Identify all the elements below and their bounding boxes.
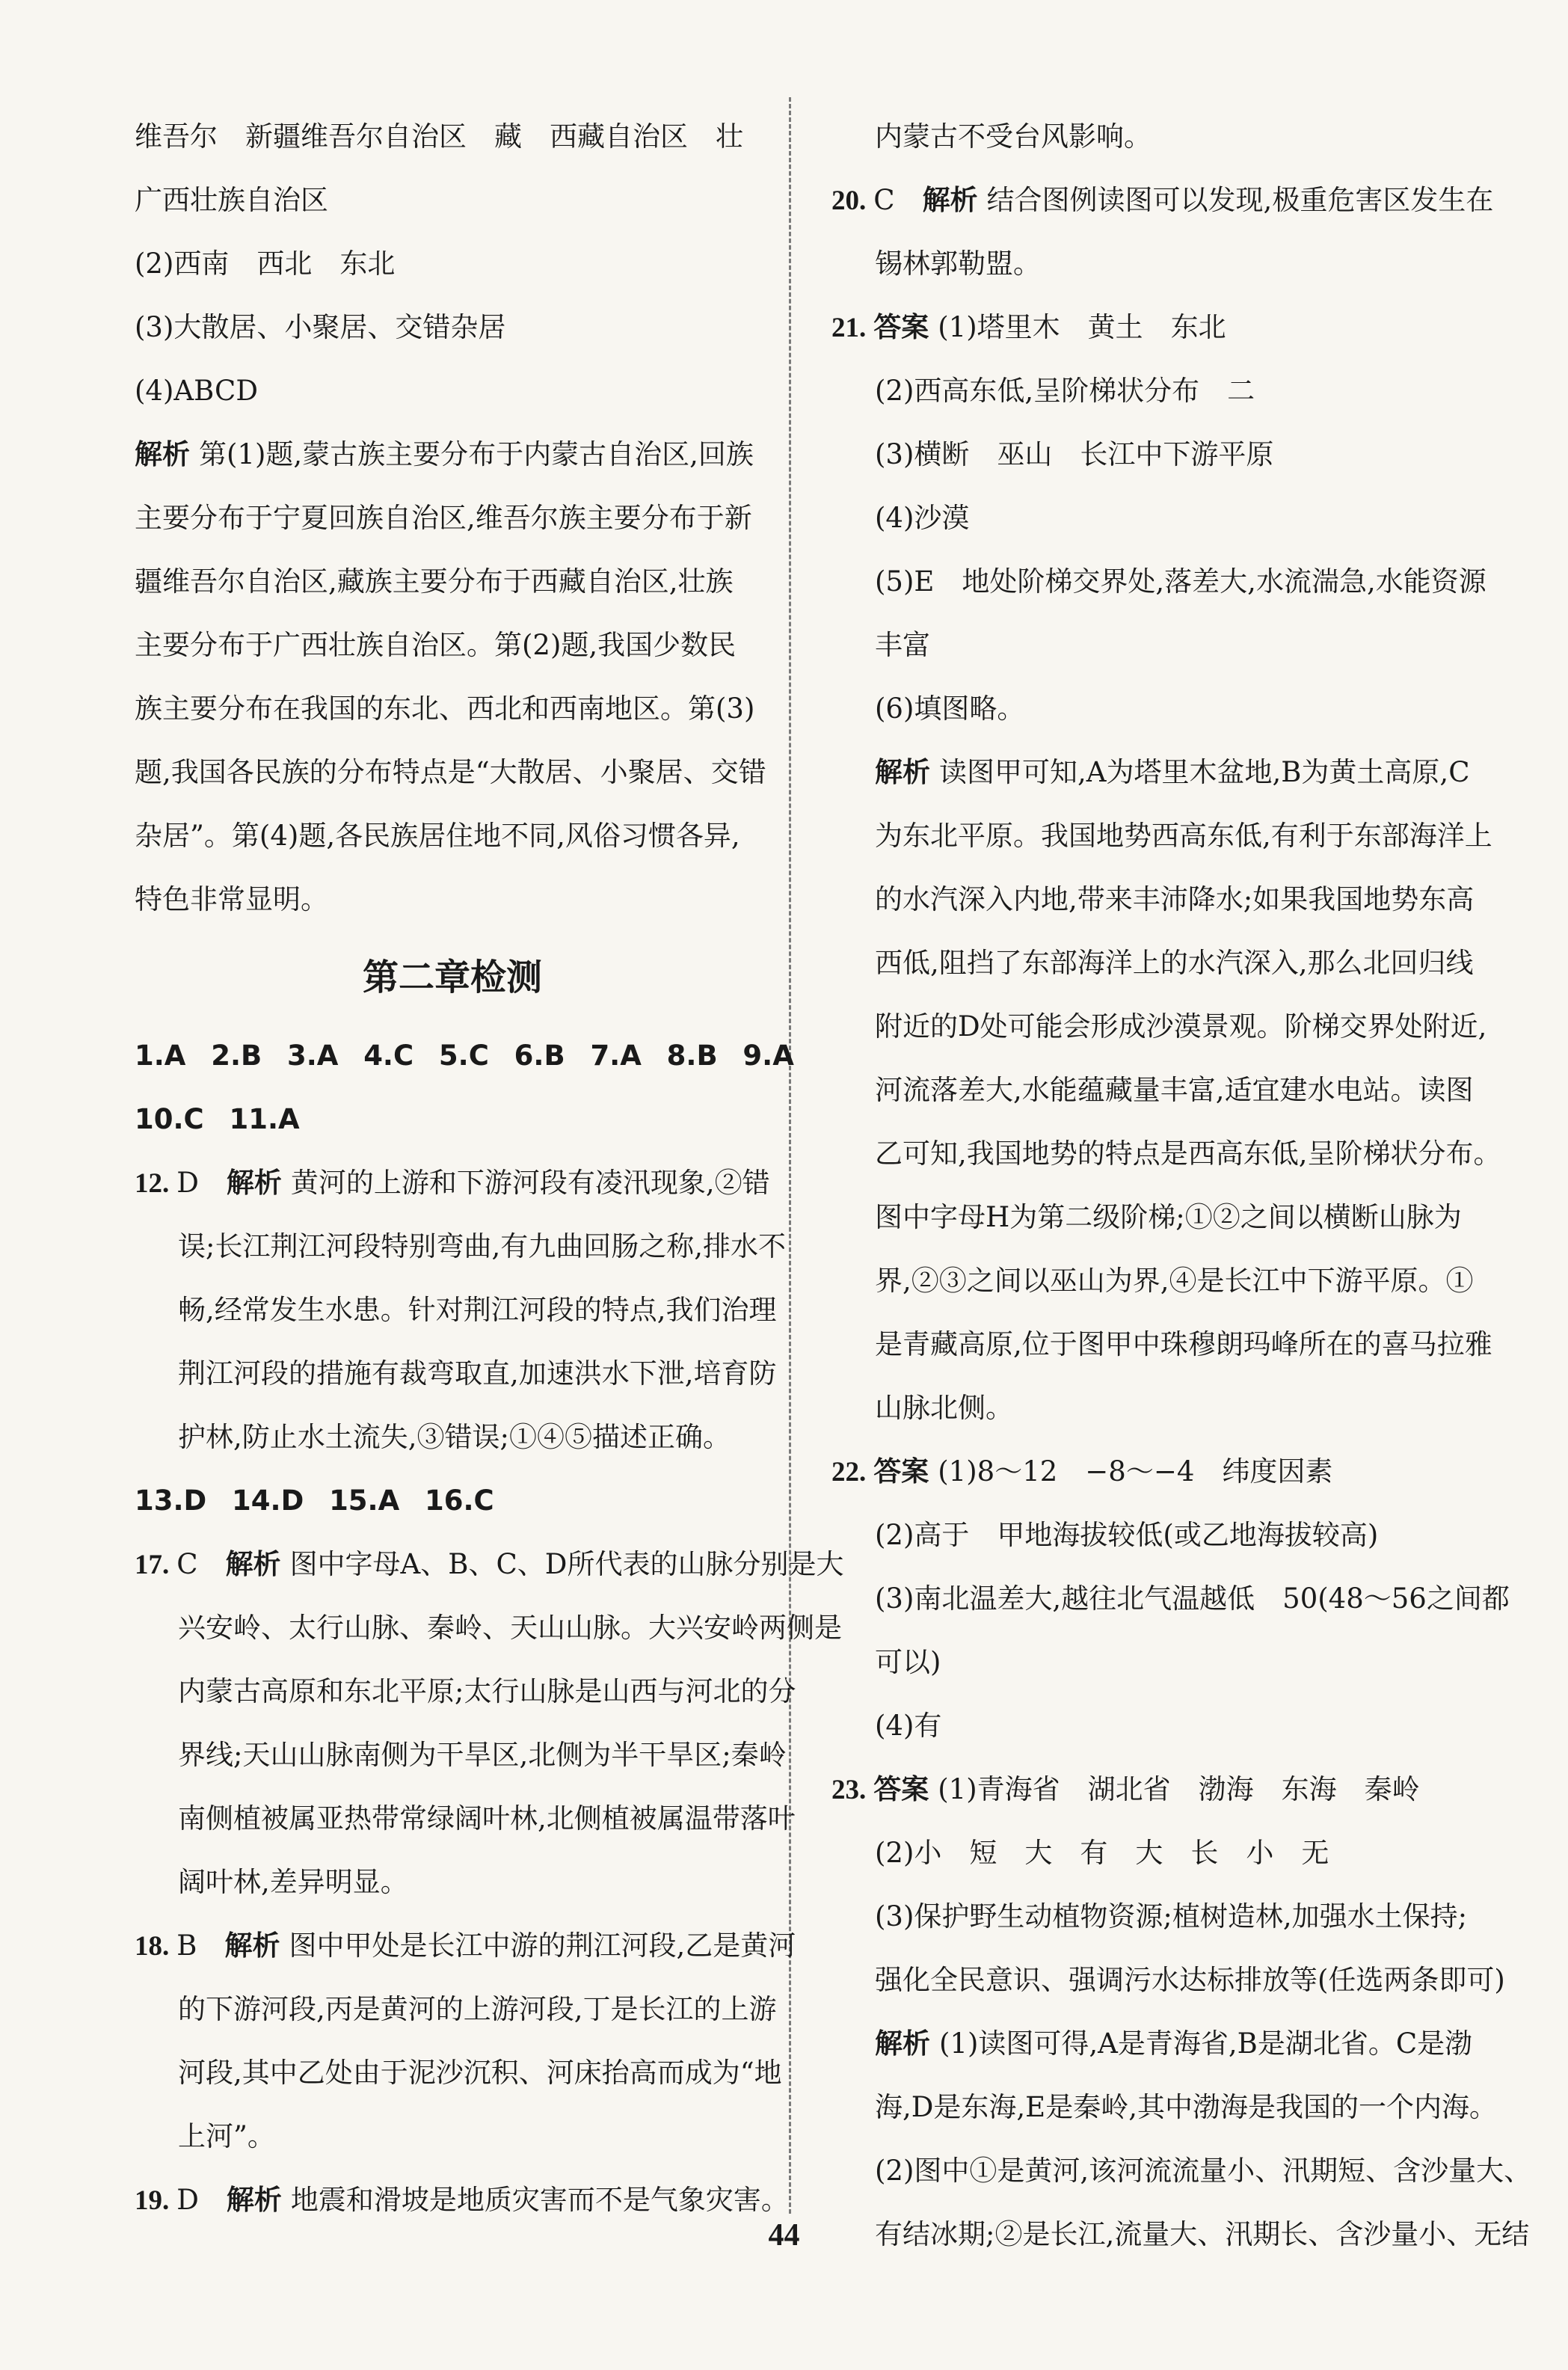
answer-line: (6)填图略。 — [875, 693, 1025, 725]
analysis-line: 河段,其中乙处由于泥沙沉积、河床抬高而成为“地 — [178, 2057, 782, 2089]
analysis-text: 黄河的上游和下游河段有凌汛现象,②错 — [290, 1167, 770, 1199]
analysis-line: 题,我国各民族的分布特点是“大散居、小聚居、交错 — [135, 756, 766, 788]
mc-answer: 9.A — [743, 1040, 794, 1072]
analysis-first-line — [135, 423, 770, 486]
answer-text: (1)8～12 −8～−4 纬度因素 — [938, 1455, 1333, 1488]
question-number: 18. — [135, 1931, 170, 1962]
analysis-line: 是青藏高原,位于图甲中珠穆朗玛峰所在的喜马拉雅 — [875, 1328, 1492, 1360]
answer-text: (1)塔里木 黄土 东北 — [938, 311, 1226, 343]
answer-text: (1)青海省 湖北省 渤海 东海 秦岭 — [938, 1773, 1420, 1805]
analysis-text: (1)读图可得,A是青海省,B是湖北省。C是渤 — [939, 2027, 1473, 2060]
mc-answers-row3 — [135, 1469, 770, 1532]
analysis-line: 乙可知,我国地势的特点是西高东低,呈阶梯状分布。 — [875, 1138, 1501, 1170]
analysis-line: 河流落差大,水能蕴藏量丰富,适宜建水电站。读图 — [875, 1074, 1474, 1106]
analysis-label: 解析 — [875, 2027, 930, 2060]
q21-first-line — [831, 295, 1488, 359]
q17-first-line — [135, 1532, 844, 1596]
mc-answer: 15.A — [329, 1485, 400, 1517]
analysis-line: 西低,阻挡了东部海洋上的水汽深入,那么北回归线 — [875, 947, 1474, 979]
analysis-first-line — [831, 2012, 1488, 2075]
text-line: 维吾尔 新疆维吾尔自治区 藏 西藏自治区 壮 — [135, 120, 743, 153]
analysis-text: 地震和滑坡是地质灾害而不是气象灾害。 — [290, 2184, 789, 2216]
mc-answer: 7.A — [590, 1040, 642, 1072]
question-answer: C — [176, 1548, 198, 1580]
analysis-line: 附近的D处可能会形成沙漠景观。阶梯交界处附近, — [875, 1010, 1487, 1043]
q22-first-line — [831, 1440, 1488, 1503]
mc-answer: 6.B — [514, 1040, 565, 1072]
answer-label: 答案 — [873, 311, 929, 343]
analysis-line: 族主要分布在我国的东北、西北和西南地区。第(3) — [135, 693, 755, 725]
q12-first-line — [135, 1151, 770, 1215]
answer-line: 可以) — [875, 1646, 941, 1678]
right-column — [831, 105, 1532, 2266]
question-number: 23. — [831, 1775, 867, 1805]
analysis-line: 兴安岭、太行山脉、秦岭、天山山脉。大兴安岭两侧是 — [178, 1612, 842, 1644]
answer-line: (3)南北温差大,越往北气温越低 50(48～56之间都 — [875, 1582, 1510, 1615]
mc-answers-row2 — [135, 1087, 770, 1151]
analysis-line: 的下游河段,丙是黄河的上游河段,丁是长江的上游 — [178, 1993, 777, 2025]
analysis-text: 读图甲可知,A为塔里木盆地,B为黄土高原,C — [939, 756, 1470, 788]
analysis-label: 解析 — [226, 2184, 282, 2216]
analysis-text: 结合图例读图可以发现,极重危害区发生在 — [986, 184, 1494, 216]
analysis-line: 误;长江荆江河段特别弯曲,有九曲回肠之称,排水不 — [178, 1230, 786, 1262]
mc-answer: 13.D — [135, 1485, 207, 1517]
q23-first-line — [831, 1757, 1488, 1821]
analysis-line: 南侧植被属亚热带常绿阔叶林,北侧植被属温带落叶 — [178, 1802, 796, 1835]
answer-label: 答案 — [873, 1773, 929, 1805]
answer-line: (3)横断 巫山 长江中下游平原 — [875, 438, 1274, 470]
answer-line: (3)保护野生动植物资源;植树造林,加强水土保持; — [875, 1900, 1468, 1932]
mc-answers-row1 — [135, 1024, 794, 1087]
analysis-line: 杂居”。第(4)题,各民族居住地不同,风俗习惯各异, — [135, 820, 740, 852]
question-answer: C — [873, 184, 895, 216]
analysis-line: 主要分布于广西壮族自治区。第(2)题,我国少数民 — [135, 629, 737, 661]
mc-answer: 1.A — [135, 1040, 186, 1072]
mc-answer: 10.C — [135, 1103, 204, 1135]
answer-line: (2)小 短 大 有 大 长 小 无 — [875, 1837, 1329, 1869]
analysis-label: 解析 — [135, 438, 190, 470]
question-answer: B — [176, 1930, 197, 1962]
q20-first-line — [831, 168, 1494, 232]
analysis-line: 山脉北侧。 — [875, 1392, 1013, 1424]
column-divider — [789, 97, 791, 2214]
analysis-label: 解析 — [224, 1930, 280, 1962]
mc-answer: 8.B — [666, 1040, 718, 1072]
analysis-label: 解析 — [875, 756, 930, 788]
mc-answer: 3.A — [286, 1040, 339, 1072]
analysis-line: 主要分布于宁夏回族自治区,维吾尔族主要分布于新 — [135, 502, 752, 534]
mc-answer: 2.B — [211, 1040, 262, 1072]
analysis-line: (2)图中①是黄河,该河流流量小、汛期短、含沙量大、 — [875, 2155, 1532, 2187]
analysis-line: 疆维吾尔自治区,藏族主要分布于西藏自治区,壮族 — [135, 565, 734, 598]
analysis-line: 锡林郭勒盟。 — [875, 248, 1041, 280]
question-number: 19. — [135, 2185, 170, 2216]
text-line: 内蒙古不受台风影响。 — [875, 120, 1152, 153]
analysis-line: 的水汽深入内地,带来丰沛降水;如果我国地势东高 — [875, 883, 1475, 915]
analysis-first-line — [831, 740, 1488, 804]
q18-first-line — [135, 1914, 796, 1977]
analysis-line: 上河”。 — [178, 2120, 275, 2152]
answer-line: (4)沙漠 — [875, 502, 970, 534]
answer-label: 答案 — [873, 1455, 929, 1488]
text-line: (3)大散居、小聚居、交错杂居 — [135, 311, 506, 343]
analysis-line: 有结冰期;②是长江,流量大、汛期长、含沙量小、无结 — [875, 2218, 1530, 2250]
answer-line: (4)有 — [875, 1710, 942, 1742]
question-number: 21. — [831, 313, 867, 343]
analysis-line: 为东北平原。我国地势西高东低,有利于东部海洋上 — [875, 820, 1492, 852]
analysis-text: 第(1)题,蒙古族主要分布于内蒙古自治区,回族 — [199, 438, 754, 470]
analysis-line: 畅,经常发生水患。针对荆江河段的特点,我们治理 — [178, 1294, 777, 1326]
analysis-line: 荆江河段的措施有裁弯取直,加速洪水下泄,培育防 — [178, 1357, 777, 1390]
mc-answer: 11.A — [229, 1103, 300, 1135]
analysis-line: 海,D是东海,E是秦岭,其中渤海是我国的一个内海。 — [875, 2091, 1497, 2123]
analysis-line: 阔叶林,差异明显。 — [178, 1866, 408, 1898]
analysis-label: 解析 — [922, 184, 978, 216]
mc-answer: 16.C — [425, 1485, 494, 1517]
chapter-title: 第二章检测 — [362, 957, 542, 998]
analysis-line: 图中字母H为第二级阶梯;①②之间以横断山脉为 — [875, 1201, 1462, 1233]
mc-answer: 5.C — [438, 1040, 489, 1072]
analysis-line: 特色非常显明。 — [135, 883, 328, 915]
analysis-line: 界线;天山山脉南侧为干旱区,北侧为半干旱区;秦岭 — [178, 1739, 787, 1771]
answer-line: (5)E 地处阶梯交界处,落差大,水流湍急,水能资源 — [875, 565, 1486, 598]
analysis-label: 解析 — [225, 1548, 281, 1580]
question-number: 22. — [831, 1457, 867, 1488]
answer-line: (2)西高东低,呈阶梯状分布 二 — [875, 375, 1255, 407]
analysis-text: 图中字母A、B、C、D所代表的山脉分别是大 — [289, 1548, 844, 1580]
text-line: 广西壮族自治区 — [135, 184, 328, 216]
text-line: (4)ABCD — [135, 375, 258, 407]
analysis-label: 解析 — [226, 1167, 282, 1199]
answer-line: (2)高于 甲地海拔较低(或乙地海拔较高) — [875, 1519, 1379, 1551]
answer-line: 丰富 — [875, 629, 930, 661]
text-line: (2)西南 西北 东北 — [135, 248, 396, 280]
question-number: 12. — [135, 1168, 170, 1199]
answer-line: 强化全民意识、强调污水达标排放等(任选两条即可) — [875, 1964, 1505, 1996]
question-answer: D — [176, 2184, 199, 2216]
question-number: 17. — [135, 1550, 170, 1580]
page-number: 44 — [768, 2218, 800, 2253]
analysis-line: 护林,防止水土流失,③错误;①④⑤描述正确。 — [178, 1421, 731, 1453]
analysis-line: 内蒙古高原和东北平原;太行山脉是山西与河北的分 — [178, 1675, 796, 1707]
mc-answer: 14.D — [232, 1485, 304, 1517]
analysis-line: 界,②③之间以巫山为界,④是长江中下游平原。① — [875, 1265, 1474, 1297]
question-number: 20. — [831, 185, 867, 216]
analysis-text: 图中甲处是长江中游的荆江河段,乙是黄河 — [289, 1930, 796, 1962]
left-column — [135, 105, 844, 2232]
mc-answer: 4.C — [363, 1040, 414, 1072]
question-answer: D — [176, 1167, 199, 1199]
